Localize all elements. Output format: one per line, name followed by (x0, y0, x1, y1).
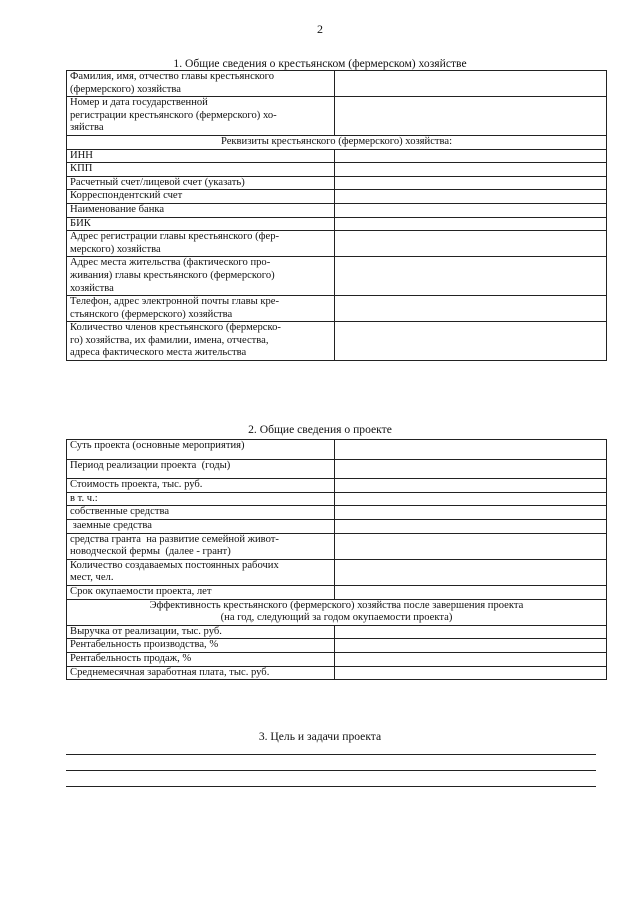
field-label (67, 440, 335, 460)
field-value[interactable] (335, 559, 607, 585)
project-info-row (67, 639, 607, 653)
field-label-line: Телефон, адрес электронной почты главы кре- (70, 296, 280, 308)
field-value[interactable] (335, 506, 607, 520)
field-value[interactable] (335, 440, 607, 460)
field-value[interactable] (335, 322, 607, 361)
field-value[interactable] (335, 639, 607, 653)
project-info-row (67, 625, 607, 639)
field-label-line: Стоимость проекта, тыс. руб. (70, 479, 203, 491)
farm-info-row (67, 203, 607, 217)
project-info-row (67, 492, 607, 506)
section-2-title: 2. Общие сведения о проекте (248, 423, 392, 436)
field-label-line: КПП (70, 163, 93, 175)
field-label-line: (фермерского) хозяйства (70, 83, 181, 95)
field-label-line: Адрес места жительства (фактического про- (70, 257, 271, 269)
farm-info-row (67, 71, 607, 97)
field-label-line: стьянского (фермерского) хозяйства (70, 308, 233, 320)
subheader-line: Реквизиты крестьянского (фермерского) хозяйства: (220, 135, 453, 147)
farm-info-row (67, 296, 607, 322)
field-value[interactable] (335, 231, 607, 257)
field-label-line: Рентабельность производства, % (70, 639, 219, 651)
goals-blank-lines (66, 754, 596, 802)
field-label-line: Период реализации проекта (годы) (70, 459, 231, 471)
field-value[interactable] (335, 217, 607, 231)
field-label (67, 479, 335, 493)
field-label-line: ИНН (70, 149, 93, 161)
field-label (67, 203, 335, 217)
field-label-line: Адрес регистрации главы крестьянского (фер- (70, 231, 280, 243)
field-label-line: новодческой фермы (далее - грант) (70, 546, 231, 558)
field-value[interactable] (335, 176, 607, 190)
field-value[interactable] (335, 71, 607, 97)
field-value[interactable] (335, 625, 607, 639)
field-value[interactable] (335, 459, 607, 479)
project-info-row (67, 652, 607, 666)
field-label-line: Среднемесячная заработная плата, тыс. руб. (70, 666, 270, 678)
field-label-line: в т. ч.: (70, 492, 98, 504)
blank-line[interactable] (66, 786, 596, 787)
field-value[interactable] (335, 257, 607, 296)
field-value[interactable] (335, 533, 607, 559)
field-label-line: Выручка от реализации, тыс. руб. (70, 625, 222, 637)
field-label (67, 190, 335, 204)
field-value[interactable] (335, 492, 607, 506)
field-label (67, 296, 335, 322)
field-label (67, 585, 335, 599)
field-label (67, 639, 335, 653)
project-info-table (66, 439, 607, 680)
subheader-line: (на год, следующий за годом окупаемости проекта) (220, 612, 453, 624)
field-label (67, 652, 335, 666)
field-label-line: Фамилия, имя, отчество главы крестьянского (70, 71, 275, 82)
project-info-row (67, 440, 607, 460)
field-label (67, 322, 335, 361)
project-info-subheader (67, 599, 607, 625)
field-label-line: Расчетный счет/лицевой счет (указать) (70, 176, 245, 188)
farm-info-row (67, 176, 607, 190)
field-label-line: зяйства (70, 122, 104, 134)
project-info-row (67, 599, 607, 625)
field-label (67, 149, 335, 163)
farm-info-subheader (67, 135, 607, 149)
field-value[interactable] (335, 479, 607, 493)
project-info-row (67, 506, 607, 520)
field-label-line: Количество создаваемых постоянных рабочих (70, 559, 279, 571)
field-label (67, 519, 335, 533)
field-value[interactable] (335, 97, 607, 136)
field-label-line: Рентабельность продаж, % (70, 652, 192, 664)
farm-info-row (67, 217, 607, 231)
farm-info-row (67, 231, 607, 257)
field-label-line: Суть проекта (основные мероприятия) (70, 440, 245, 451)
field-label-line: адреса фактического места жительства (70, 347, 247, 359)
field-value[interactable] (335, 203, 607, 217)
field-label (67, 257, 335, 296)
field-label-line: Количество членов крестьянского (фермерско- (70, 322, 281, 334)
field-value[interactable] (335, 163, 607, 177)
field-label-line: БИК (70, 217, 91, 229)
project-info-row (67, 559, 607, 585)
field-label-line: Срок окупаемости проекта, лет (70, 585, 212, 597)
field-value[interactable] (335, 666, 607, 680)
field-label-line: Корреспондентский счет (70, 190, 183, 202)
blank-line[interactable] (66, 754, 596, 755)
field-value[interactable] (335, 519, 607, 533)
field-label-line: мест, чел. (70, 572, 114, 584)
blank-line[interactable] (66, 770, 596, 771)
field-label (67, 559, 335, 585)
field-label-line: собственные средства (70, 506, 170, 518)
field-label-line: заемные средства (70, 519, 152, 531)
field-label (67, 97, 335, 136)
farm-info-row (67, 163, 607, 177)
field-label-line: Наименование банка (70, 203, 165, 215)
field-label-line: хозяйства (70, 282, 114, 294)
field-value[interactable] (335, 652, 607, 666)
field-label-line: живания) главы крестьянского (фермерского) (70, 269, 275, 281)
field-value[interactable] (335, 190, 607, 204)
field-label-line: регистрации крестьянского (фермерского) хо- (70, 109, 277, 121)
field-label (67, 176, 335, 190)
field-value[interactable] (335, 296, 607, 322)
field-label (67, 625, 335, 639)
field-value[interactable] (335, 149, 607, 163)
farm-info-row (67, 257, 607, 296)
subheader-line: Эффективность крестьянского (фермерского) хозяйства после завершения проекта (149, 599, 524, 611)
project-info-row (67, 585, 607, 599)
page-number: 2 (317, 22, 323, 36)
field-label (67, 163, 335, 177)
project-info-row (67, 666, 607, 680)
farm-info-row (67, 190, 607, 204)
field-label (67, 492, 335, 506)
field-label (67, 71, 335, 97)
farm-info-row (67, 97, 607, 136)
farm-info-row (67, 149, 607, 163)
project-info-row (67, 459, 607, 479)
field-label (67, 533, 335, 559)
project-info-row (67, 479, 607, 493)
field-label (67, 231, 335, 257)
field-label-line: го) хозяйства, их фамилии, имена, отчества, (70, 334, 269, 346)
field-label (67, 506, 335, 520)
field-label-line: мерского) хозяйства (70, 243, 161, 255)
project-info-row (67, 533, 607, 559)
section-3-title: 3. Цель и задачи проекта (258, 730, 382, 743)
field-label-line: Номер и дата государственной (70, 97, 208, 109)
section-1-title: 1. Общие сведения о крестьянском (фермерском) хозяйстве (173, 57, 467, 70)
farm-info-row (67, 322, 607, 361)
farm-info-row (67, 135, 607, 149)
field-label (67, 217, 335, 231)
field-value[interactable] (335, 585, 607, 599)
field-label (67, 666, 335, 680)
field-label-line: средства гранта на развитие семейной живот- (70, 533, 279, 545)
project-info-row (67, 519, 607, 533)
farm-info-table (66, 70, 607, 361)
field-label (67, 459, 335, 479)
